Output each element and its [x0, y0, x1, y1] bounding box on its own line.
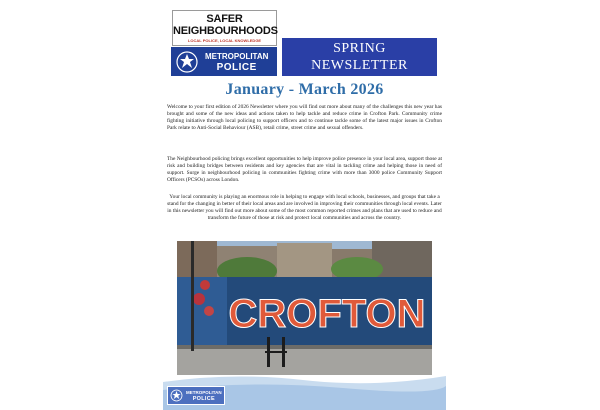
crofton-mural-photo [177, 241, 432, 375]
footer-logo-line2: POLICE [192, 395, 215, 402]
met-logo-line1: METROPOLITAN [205, 51, 269, 61]
safer-neighbourhoods-logo [172, 10, 277, 46]
newsletter-banner [282, 38, 437, 76]
newsletter-banner-line1: SPRING [333, 41, 386, 56]
footer [163, 372, 446, 410]
intro-paragraph: Welcome to your first edition of 2026 Newsletter where you will find out more about many of the challenges this new year has brought and some of the new ideas and actions taken to help tackle and reduce crime in Crofton Park. Community crime fighting initiative through local policing to support officers and to continue tackle some of the latest major issues in Crofton Park relate to Anti-Social Behaviour (ASB), retail crime, street crime and sexual offenders. [167, 104, 442, 131]
police-crest-icon [174, 50, 200, 74]
footer-crest-icon [170, 389, 183, 402]
met-logo-text [205, 51, 268, 73]
footer-logo-line1: METROPOLITAN [186, 389, 222, 395]
mural-illustration [177, 241, 432, 375]
community-paragraph: Your local community is playing an enormous role in helping to engage with local schools, businesses, and groups that take a stand for the changing in better of their local areas and are involved in improving their communities through local events. Later in this newsletter you will find out more about some of the most common reported crimes and plans that are used to reduce and transform the future of those at risk and protect local communities and across the country. [167, 194, 442, 221]
policing-paragraph: The Neighbourhood policing brings excellent opportunities to help improve police presence in your local area, support those at risk and building bridges between residents and key agencies that are vital in tackling crime and helping those in need of support. Surge in neighbourhood policing in communities fighting crime with more than 3000 police Community Support Officers (PCSOs) across London. [167, 156, 442, 183]
newsletter-banner-line2: NEWSLETTER [311, 58, 408, 73]
footer-logo-text [186, 390, 222, 402]
page-title: January - March 2026 [225, 81, 384, 98]
mural-lettering: CROFTON [228, 292, 426, 336]
safer-logo-tagline: LOCAL POLICE, LOCAL KNOWLEDGE [187, 38, 262, 43]
newsletter-page [163, 0, 446, 410]
safer-logo-line2: NEIGHBOURHOODS [173, 25, 278, 37]
met-logo-line2: POLICE [216, 61, 257, 73]
footer-police-logo [167, 386, 225, 405]
metropolitan-police-logo [171, 47, 277, 76]
safer-logo-line1: SAFER [206, 13, 243, 25]
